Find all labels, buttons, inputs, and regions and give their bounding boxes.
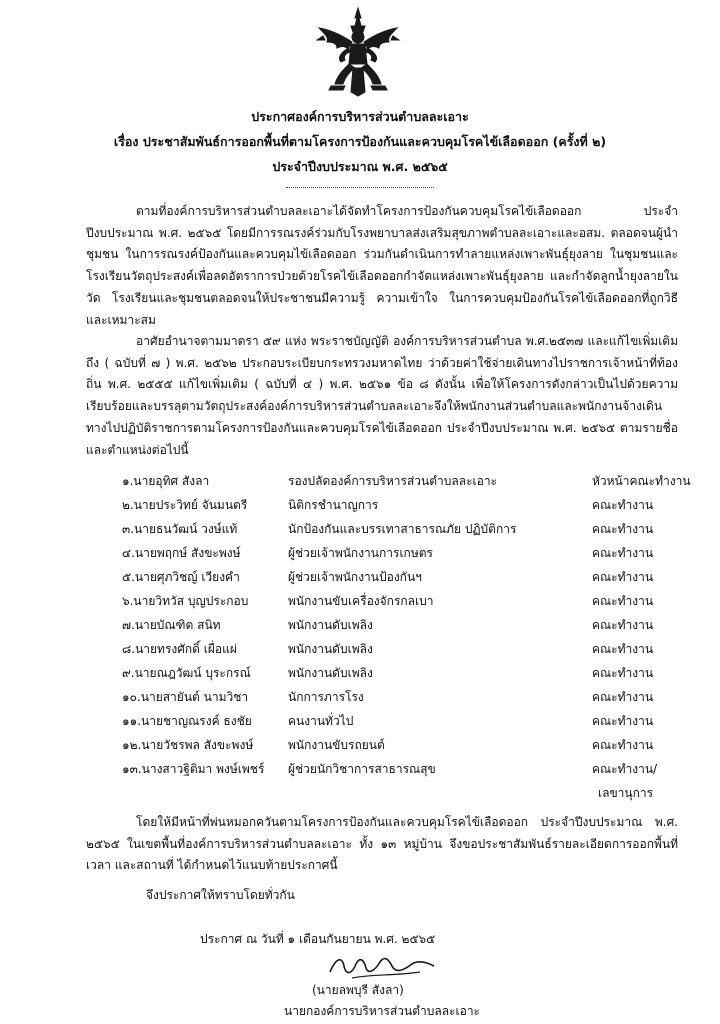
announce-line: จึงประกาศให้ทราบโดยทั่วกัน [146, 888, 295, 902]
staff-role: คณะทำงาน [592, 522, 654, 536]
signatory-name: (นายลพบุรี สังลา) [312, 983, 404, 997]
staff-role: คณะทำงาน [592, 714, 654, 728]
staff-position: พนักงานดับเพลิง [288, 642, 373, 656]
staff-role: หัวหน้าคณะทำงาน [592, 474, 691, 488]
staff-name: ๑๐.นายสายันต์ นามวิชา [122, 690, 249, 704]
staff-role: คณะทำงาน [592, 498, 654, 512]
staff-position: ผู้ช่วยนักวิชาการสาธารณสุข [288, 762, 436, 776]
garuda-emblem-icon [315, 6, 401, 98]
staff-name: ๓.นายธนวัฒน์ วงษ์แท้ [122, 522, 238, 536]
staff-role: คณะทำงาน [592, 594, 654, 608]
staff-role: คณะทำงาน [592, 546, 654, 560]
staff-row [0, 616, 720, 638]
staff-row [0, 760, 720, 782]
staff-role: คณะทำงาน [592, 738, 654, 752]
title-divider [286, 187, 434, 188]
staff-name: ๙.นายณฎวัฒน์ บุระกรณ์ [122, 666, 251, 680]
staff-row [0, 496, 720, 518]
staff-row [0, 568, 720, 590]
body-paragraph-1: ตามที่องค์การบริหารส่วนตำบลละเอาะได้จัดทำโครงการป้องกันควบคุมโรคไข้เลือดออก ประจำปีงบประมาณ พ.ศ. ๒๕๖๕ โดยมีการรณรงค์ร่วมกับโรงพยาบาลส่งเสริมสุขภาพตำบลละเอาะและอสม. ตลอดจนผู้นำชุมชน ในการรณรงค์ป้องกันและควบคุมไข้เลือดออก ร่วมกันดำเนินการทำลายแหล่งเพาะพันธุ์ยุงลาย ในชุมชนและโรงเรียนวัตถุประสงค์เพื่อลดอัตราการป่วยด้วยโรคไข้เลือดออกกำจัดแหล่งเพาะพันธุ์ยุงลาย และกำจัดลูกน้ำยุงลายในวัด โรงเรียนและชุมชนตลอดจนให้ประชาชนมีความรู้ ความเข้าใจ ในการควบคุมป้องกันโรคไข้เลือดออกที่ถูกวิธี และเหมาะสม [86, 204, 678, 327]
staff-position: พนักงานขับเครื่องจักรกลเบา [288, 594, 434, 608]
staff-row [0, 592, 720, 614]
staff-row [0, 520, 720, 542]
staff-name: ๕.นายศุภวิชญ์ เวียงคำ [122, 570, 240, 584]
staff-row [0, 688, 720, 710]
staff-name: ๑๓.นางสาวฐิติมา พงษ์เพชร์ [122, 762, 265, 776]
staff-row [0, 544, 720, 566]
staff-role: คณะทำงาน [592, 690, 654, 704]
staff-position: นักป้องกันและบรรเทาสาธารณภัย ปฏิบัติการ [288, 522, 517, 536]
staff-position: ผู้ช่วยเจ้าพนักงานการเกษตร [288, 546, 433, 560]
staff-name: ๒.นายประวิทย์ จันมนตรี [122, 498, 248, 512]
date-line: ประกาศ ณ วันที่ ๑ เดือนกันยายน พ.ศ. ๒๕๖๕ [200, 932, 436, 946]
staff-name: ๑๒.นายวัชรพล สังขะพงษ์ [122, 738, 254, 752]
handwritten-signature [322, 950, 442, 984]
staff-row [0, 664, 720, 686]
staff-position: คนงานทั่วไป [288, 714, 354, 728]
staff-name: ๗.นายบัณฑิต สนิท [122, 618, 221, 632]
signatory-title: นายกองค์การบริหารส่วนตำบลละเอาะ [284, 1004, 480, 1018]
staff-row-continuation [0, 784, 720, 806]
subject-title: เรื่อง ประชาสัมพันธ์การออกพื้นที่ตามโครงการป้องกันและควบคุมโรคไข้เลือดออก (ครั้งที่ ๒) [113, 134, 607, 149]
staff-role: คณะทำงาน [592, 666, 654, 680]
staff-position: นิติกรชำนาญการ [288, 498, 379, 512]
staff-name: ๔.นายพฤกษ์ สังขะพงษ์ [122, 546, 241, 560]
staff-position: นักการภารโรง [288, 690, 364, 704]
fiscal-year-title: ประจำปีงบประมาณ พ.ศ. ๒๕๖๕ [272, 159, 448, 174]
staff-row [0, 640, 720, 662]
staff-role: คณะทำงาน [592, 642, 654, 656]
closing-paragraph: โดยให้มีหน้าที่พ่นหมอกควันตามโครงการป้องกันและควบคุมโรคไข้เลือดออก ประจำปีงบประมาณ พ.ศ. ๒๕๖๕ ในเขตพื้นที่องค์การบริหารส่วนตำบลละเอาะ ทั้ง ๑๓ หมู่บ้าน จึงขอประชาสัมพันธ์รายละเอียดการออกพื้นที่ เวลา และสถานที่ ได้กำหนดไว้แนบท้ายประกาศนี้ [86, 815, 678, 873]
issuer-title: ประกาศองค์การบริหารส่วนตำบลละเอาะ [251, 109, 469, 124]
staff-name: ๑๑.นายชาญณรงค์ ธงชัย [122, 714, 252, 728]
staff-row [0, 712, 720, 734]
staff-role-continuation: เลขานุการ [598, 786, 654, 800]
staff-name: ๘.นายทรงศักดิ์ เผื่อแผ่ [122, 642, 237, 656]
staff-row [0, 736, 720, 758]
staff-position: รองปลัดองค์การบริหารส่วนตำบลละเอาะ [288, 474, 498, 488]
body-paragraph-2: อาศัยอำนาจตามมาตรา ๕๙ แห่ง พระราชบัญญัติ องค์การบริหารส่วนตำบล พ.ศ.๒๕๓๗ และแก้ไขเพิ่มเติม ถึง ( ฉบับที่ ๗ ) พ.ศ. ๒๕๖๒ ประกอบระเบียบกระทรวงมหาดไทย ว่าด้วยค่าใช้จ่ายเดินทางไปราชการเจ้าหน้าที่ท้องถิ่น พ.ศ. ๒๕๕๕ แก้ไขเพิ่มเติม ( ฉบับที่ ๔ ) พ.ศ. ๒๕๖๑ ข้อ ๘ ดังนั้น เพื่อให้โครงการดังกล่าวเป็นไปด้วยความเรียบร้อยและบรรลุตามวัตถุประสงค์องค์การบริหารส่วนตำบลละเอาะจึงให้พนักงานส่วนตำบลและพนักงานจ้างเดินทางไปปฏิบัติราชการตามโครงการป้องกันและควบคุมโรคไข้เลือดออก ประจำปีงบประมาณ พ.ศ. ๒๕๖๕ ตามรายชื่อและตำแหน่งต่อไปนี้ [86, 334, 678, 457]
staff-role: คณะทำงาน [592, 570, 654, 584]
staff-row [0, 472, 720, 494]
staff-role: คณะทำงาน/ [592, 762, 658, 776]
staff-name: ๖.นายวิทวัส บุญประกอบ [122, 594, 249, 608]
staff-position: พนักงานดับเพลิง [288, 666, 373, 680]
staff-position: ผู้ช่วยเจ้าพนักงานป้องกันฯ [288, 570, 422, 584]
staff-position: พนักงานดับเพลิง [288, 618, 373, 632]
staff-role: คณะทำงาน [592, 618, 654, 632]
staff-position: พนักงานขับรถยนต์ [288, 738, 385, 752]
staff-name: ๑.นายอุทิศ สังลา [122, 474, 210, 488]
